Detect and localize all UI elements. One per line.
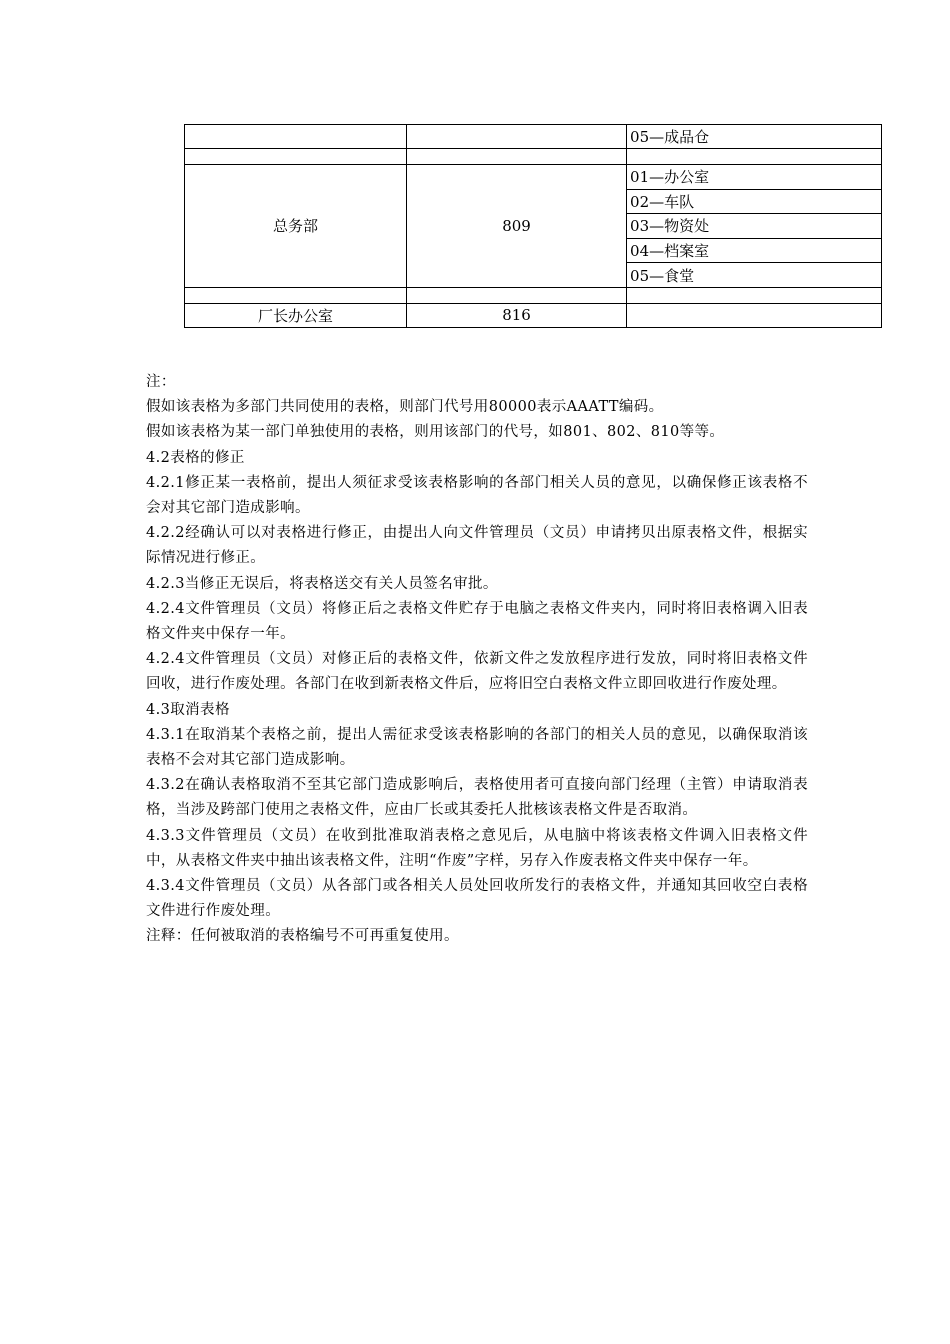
blank-cell bbox=[185, 287, 407, 303]
table-row bbox=[185, 125, 882, 149]
table-row bbox=[185, 165, 882, 190]
dept-cell: 总务部 bbox=[185, 165, 407, 288]
table-row bbox=[185, 303, 882, 327]
note-paragraph: 4.2.2经确认可以对表格进行修正，由提出人向文件管理员（文员）申请拷贝出原表格文件，根据实际情况进行修正。 bbox=[146, 525, 808, 567]
blank-cell bbox=[627, 149, 882, 165]
sub-dept-cell: 02—车队 bbox=[627, 189, 882, 214]
dept-cell: 厂长办公室 bbox=[185, 303, 407, 327]
sub-dept-cell: 04—档案室 bbox=[627, 238, 882, 263]
code-cell: 816 bbox=[407, 303, 627, 327]
note-paragraph: 4.2.1修正某一表格前，提出人须征求受该表格影响的各部门相关人员的意见，以确保修正该表格不会对其它部门造成影响。 bbox=[146, 474, 808, 517]
dept-cell bbox=[185, 125, 407, 149]
notes-section bbox=[146, 370, 808, 950]
note-paragraph: 4.2.4文件管理员（文员）将修正后之表格文件贮存于电脑之表格文件夹内，同时将旧表格调入旧表格文件夹中保存一年。 bbox=[146, 600, 808, 643]
sub-dept-cell: 05—成品仓 bbox=[627, 125, 882, 149]
blank-cell bbox=[185, 149, 407, 165]
code-cell: 809 bbox=[407, 165, 627, 288]
notes-heading: 注： bbox=[146, 374, 176, 390]
closing-note: 注释：任何被取消的表格编号不可再重复使用。 bbox=[146, 928, 459, 945]
note-paragraph: 4.3.2在确认表格取消不至其它部门造成影响后，表格使用者可直接向部门经理（主管）申请取消表格，当涉及跨部门使用之表格文件，应由厂长或其委托人批核该表格文件是否取消。 bbox=[146, 777, 808, 819]
note-paragraph: 4.2.3当修正无误后，将表格送交有关人员签名审批。 bbox=[146, 575, 498, 592]
table-row-blank bbox=[185, 149, 882, 165]
note-paragraph: 4.3.4文件管理员（文员）从各部门或各相关人员处回收所发行的表格文件，并通知其回收空白表格文件进行作废处理。 bbox=[146, 878, 808, 920]
note-paragraph: 假如该表格为多部门共同使用的表格，则部门代号用80000表示AAATT编码。 bbox=[146, 399, 664, 416]
section-heading: 4.2表格的修正 bbox=[146, 449, 245, 466]
note-paragraph: 假如该表格为某一部门单独使用的表格，则用该部门的代号，如801、802、810等等。 bbox=[146, 424, 725, 441]
code-cell bbox=[407, 125, 627, 149]
note-paragraph: 4.3.3文件管理员（文员）在收到批准取消表格之意见后，从电脑中将该表格文件调入旧表格文件中，从表格文件夹中抽出该表格文件，注明“作废”字样，另存入作废表格文件夹中保存一年。 bbox=[146, 827, 808, 869]
section-heading: 4.3取消表格 bbox=[146, 701, 230, 718]
note-paragraph: 4.3.1在取消某个表格之前，提出人需征求受该表格影响的各部门的相关人员的意见，以确保取消该表格不会对其它部门造成影响。 bbox=[146, 726, 808, 769]
sub-dept-cell: 03—物资处 bbox=[627, 214, 882, 239]
blank-cell bbox=[627, 287, 882, 303]
blank-cell bbox=[407, 287, 627, 303]
table-row-blank bbox=[185, 287, 882, 303]
sub-dept-cell bbox=[627, 303, 882, 327]
sub-dept-cell: 05—食堂 bbox=[627, 263, 882, 288]
note-paragraph: 4.2.4文件管理员（文员）对修正后的表格文件，依新文件之发放程序进行发放，同时将旧表格文件回收，进行作废处理。各部门在收到新表格文件后，应将旧空白表格文件立即回收进行作废处理。 bbox=[146, 651, 808, 693]
department-code-table bbox=[184, 124, 882, 328]
sub-dept-cell: 01—办公室 bbox=[627, 165, 882, 190]
blank-cell bbox=[407, 149, 627, 165]
